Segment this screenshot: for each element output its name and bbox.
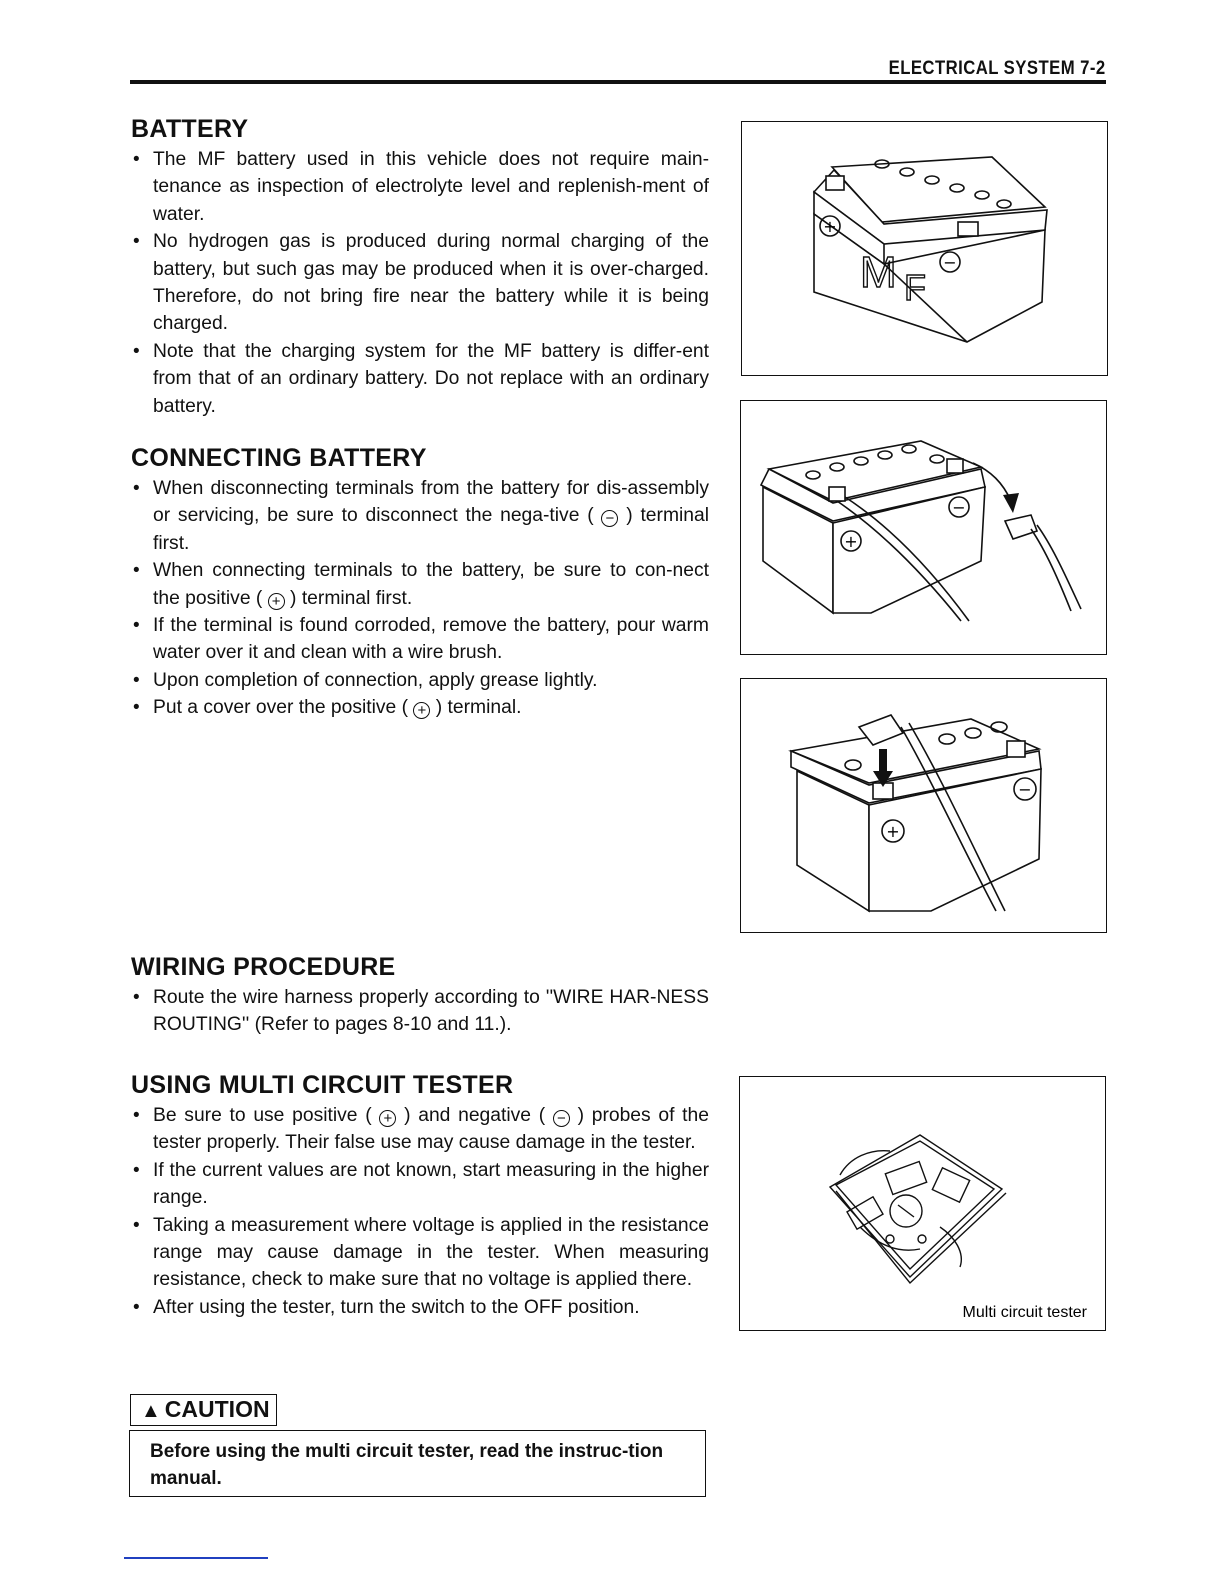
caution-box bbox=[129, 1430, 706, 1497]
item-text: ) and negative ( bbox=[404, 1105, 546, 1126]
mf-letter-f: F bbox=[904, 267, 926, 308]
list-item: • The MF battery used in this vehicle does not require main-tenance as inspection of electrolyte level and replenish-ment of water. bbox=[131, 146, 709, 228]
plus-symbol-icon: + bbox=[268, 593, 285, 610]
item-text: Be sure to use positive ( bbox=[153, 1105, 372, 1126]
item-text: ) terminal. bbox=[435, 697, 522, 719]
item-text: When connecting terminals to the battery, be sure to con-nect the positive ( bbox=[153, 560, 709, 609]
battery-section bbox=[131, 114, 709, 420]
connect-illustration bbox=[741, 679, 1108, 934]
list-item bbox=[131, 694, 709, 721]
figure-disconnect-battery bbox=[740, 400, 1107, 655]
mf-minus-label: − bbox=[943, 253, 957, 272]
connecting-heading: CONNECTING BATTERY bbox=[131, 444, 427, 472]
connecting-list bbox=[131, 475, 709, 722]
item-text: Put a cover over the positive ( bbox=[153, 697, 409, 719]
list-item: • Note that the charging system for the MF battery is differ-ent from that of an ordinary battery. Do not replace with an ordinary battery. bbox=[131, 338, 709, 420]
list-item bbox=[131, 475, 709, 557]
list-item bbox=[131, 1102, 709, 1157]
tester-caption: Multi circuit tester bbox=[962, 1304, 1087, 1321]
caution-text: Before using the multi circuit tester, read the instruc-tion manual. bbox=[150, 1441, 664, 1489]
list-item: • Taking a measurement where voltage is applied in the resistance range may cause damage in the tester. When measuring resistance, check to make sure that no voltage is applied there. bbox=[131, 1212, 709, 1294]
list-item: • Route the wire harness properly according to ''WIRE HAR-NESS ROUTING'' (Refer to pages 8-10 and 11.). bbox=[131, 984, 709, 1039]
tester-illustration bbox=[740, 1077, 1107, 1332]
wiring-heading: WIRING PROCEDURE bbox=[131, 953, 396, 981]
item-text: ) terminal first. bbox=[153, 505, 710, 554]
disconnect-plus-label: + bbox=[844, 532, 858, 551]
figure-mf-battery bbox=[741, 121, 1108, 376]
mf-letter-m: M bbox=[860, 248, 897, 297]
tester-heading: USING MULTI CIRCUIT TESTER bbox=[131, 1071, 514, 1099]
wiring-section bbox=[131, 952, 709, 1039]
disconnect-illustration bbox=[741, 401, 1108, 656]
tester-section bbox=[131, 1070, 709, 1321]
wiring-list bbox=[131, 984, 709, 1039]
connect-plus-label: + bbox=[886, 822, 900, 841]
item-text: ) probes of the tester properly. Their false use may cause damage in the tester. bbox=[153, 1105, 709, 1154]
list-item: • If the current values are not known, start measuring in the higher range. bbox=[131, 1157, 709, 1212]
list-item: • No hydrogen gas is produced during normal charging of the battery, but such gas may be produced when it is over-charged. Therefore, do not bring fire near the battery while it is being charged. bbox=[131, 228, 709, 338]
battery-list bbox=[131, 146, 709, 420]
header-rule bbox=[130, 80, 1106, 84]
connect-minus-label: − bbox=[1018, 780, 1032, 799]
list-item bbox=[131, 557, 709, 612]
caution-label bbox=[130, 1394, 277, 1426]
item-text: ) terminal first. bbox=[290, 587, 413, 609]
list-item: • After using the tester, turn the switch to the OFF position. bbox=[131, 1294, 709, 1321]
figure-multi-circuit-tester bbox=[739, 1076, 1106, 1331]
list-item: • Upon completion of connection, apply grease lightly. bbox=[131, 667, 709, 694]
list-item: • If the terminal is found corroded, remove the battery, pour warm water over it and clean with a wire brush. bbox=[131, 612, 709, 667]
mf-plus-label: + bbox=[823, 217, 837, 236]
item-text: When disconnecting terminals from the battery for dis-assembly or servicing, be sure to disconnect the nega-tive ( bbox=[153, 478, 709, 527]
minus-symbol-icon: − bbox=[553, 1110, 570, 1127]
footer-rule bbox=[124, 1557, 268, 1559]
caution-label-text: CAUTION bbox=[164, 1396, 270, 1422]
warning-triangle-icon: ▲ bbox=[141, 1400, 161, 1422]
figure-connect-battery bbox=[740, 678, 1107, 933]
connecting-section bbox=[131, 443, 709, 722]
disconnect-minus-label: − bbox=[952, 498, 966, 517]
tester-list bbox=[131, 1102, 709, 1321]
plus-symbol-icon: + bbox=[413, 702, 430, 719]
mf-battery-illustration bbox=[742, 122, 1109, 377]
minus-symbol-icon: − bbox=[601, 510, 618, 527]
battery-heading: BATTERY bbox=[131, 115, 249, 143]
page-header-title: ELECTRICAL SYSTEM 7-2 bbox=[888, 58, 1106, 79]
plus-symbol-icon: + bbox=[379, 1110, 396, 1127]
